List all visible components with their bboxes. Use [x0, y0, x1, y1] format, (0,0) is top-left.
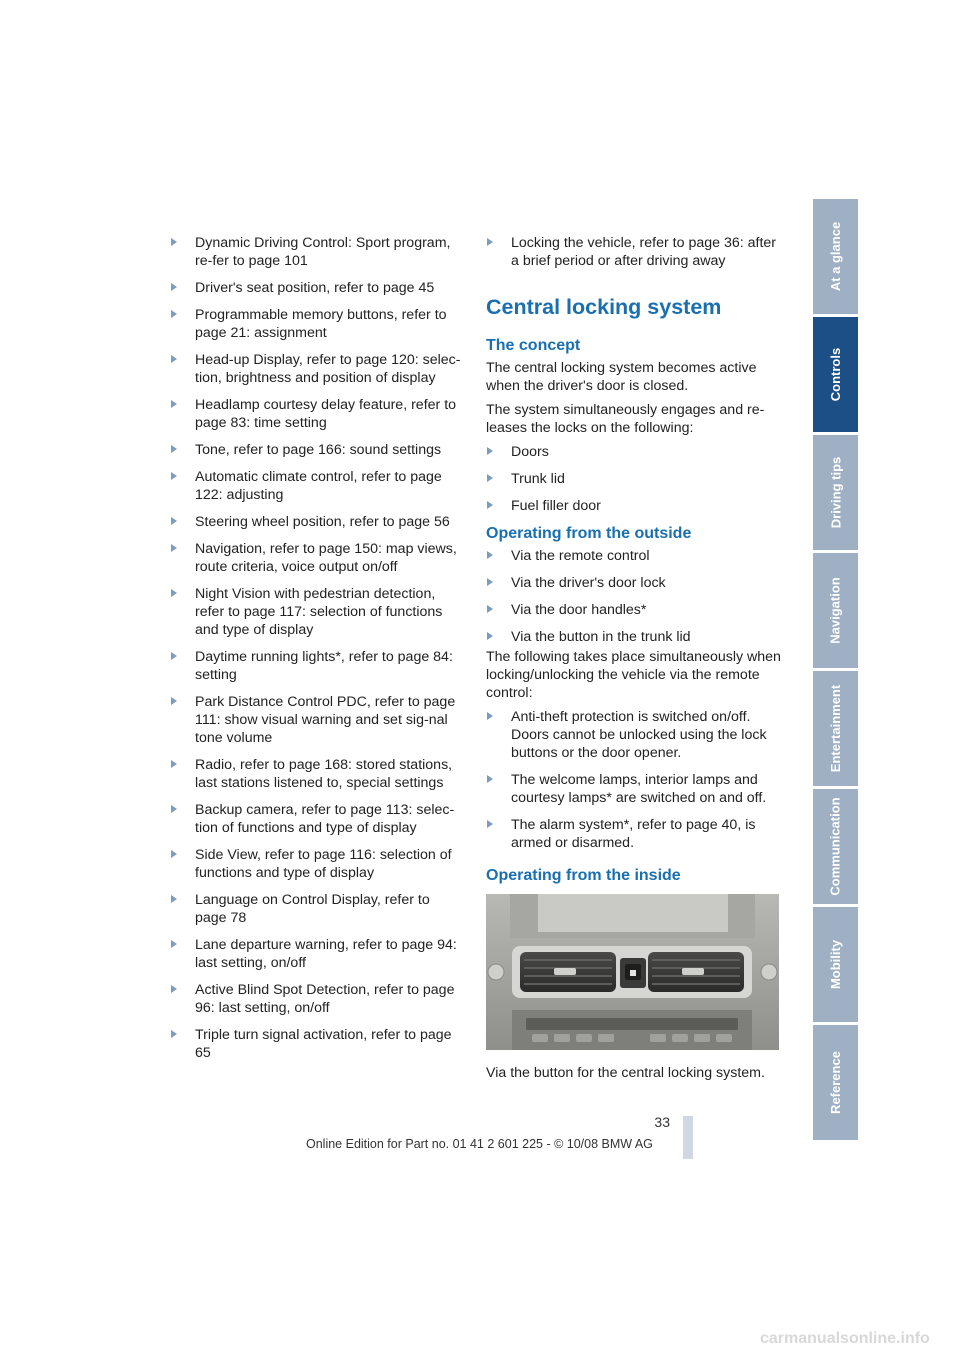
bullet-triangle-icon — [171, 1030, 177, 1038]
list-item: Locking the vehicle, refer to page 36: after a brief period or after driving away — [486, 234, 784, 270]
bullet-triangle-icon — [171, 238, 177, 246]
bullet-triangle-icon — [171, 940, 177, 948]
list-item: Side View, refer to page 116: selection of functions and type of display — [170, 846, 465, 882]
bullet-triangle-icon — [171, 544, 177, 552]
bullet-triangle-icon — [487, 551, 493, 559]
list-item: Daytime running lights*, refer to page 84: setting — [170, 648, 465, 684]
list-item: Headlamp courtesy delay feature, refer to page 83: time setting — [170, 396, 465, 432]
bullet-triangle-icon — [171, 517, 177, 525]
list-item: Night Vision with pedestrian detection, refer to page 117: selection of functions and type of display — [170, 585, 465, 639]
bullet-triangle-icon — [171, 697, 177, 705]
tab-entertainment[interactable]: Entertainment — [813, 671, 858, 786]
list-item: Via the remote control — [486, 547, 784, 565]
list-item: Park Distance Control PDC, refer to page 111: show visual warning and set sig-nal tone volume — [170, 693, 465, 747]
list-item: Automatic climate control, refer to page 122: adjusting — [170, 468, 465, 504]
list-item: Language on Control Display, refer to page 78 — [170, 891, 465, 927]
list-item: Dynamic Driving Control: Sport program, re-fer to page 101 — [170, 234, 465, 270]
bullet-triangle-icon — [487, 474, 493, 482]
tab-controls[interactable]: Controls — [813, 317, 858, 432]
list-item: Trunk lid — [486, 470, 784, 488]
bullet-triangle-icon — [487, 712, 493, 720]
concept-heading: The concept — [486, 337, 581, 354]
list-item: Active Blind Spot Detection, refer to page 96: last setting, on/off — [170, 981, 465, 1017]
bullet-triangle-icon — [171, 355, 177, 363]
outside-heading: Operating from the outside — [486, 525, 692, 542]
lock-targets-list — [486, 443, 784, 515]
list-item: Fuel filler door — [486, 497, 784, 515]
concept-paragraph: The system simultaneously engages and re-leases the locks on the following: — [486, 402, 765, 436]
list-item: Driver's seat position, refer to page 45 — [170, 279, 465, 297]
chapter-tabs — [813, 199, 858, 1143]
list-item: The alarm system*, refer to page 40, is armed or disarmed. — [486, 816, 784, 852]
bullet-triangle-icon — [171, 850, 177, 858]
list-item: Triple turn signal activation, refer to page 65 — [170, 1026, 465, 1062]
concept-paragraph: The central locking system becomes active when the driver's door is closed. — [486, 360, 757, 394]
footer-bar — [683, 1116, 693, 1159]
list-item: Via the button in the trunk lid — [486, 628, 784, 646]
list-item: Steering wheel position, refer to page 56 — [170, 513, 465, 531]
tab-communication[interactable]: Communication — [813, 789, 858, 904]
locking-list — [486, 234, 784, 270]
bullet-triangle-icon — [487, 820, 493, 828]
bullet-triangle-icon — [487, 775, 493, 783]
bullet-triangle-icon — [171, 895, 177, 903]
dashboard-illustration — [486, 894, 779, 1050]
list-item: Via the door handles* — [486, 601, 784, 619]
left-column — [170, 234, 465, 1071]
tab-mobility[interactable]: Mobility — [813, 907, 858, 1022]
watermark: carmanualsonline.info — [760, 1330, 930, 1347]
list-item: Radio, refer to page 168: stored stations, last stations listened to, special settings — [170, 756, 465, 792]
list-item: Backup camera, refer to page 113: selec-tion of functions and type of display — [170, 801, 465, 837]
bullet-triangle-icon — [171, 760, 177, 768]
bullet-triangle-icon — [171, 472, 177, 480]
bullet-triangle-icon — [487, 501, 493, 509]
tab-at-a-glance[interactable]: At a glance — [813, 199, 858, 314]
list-item: Via the driver's door lock — [486, 574, 784, 592]
tab-driving-tips[interactable]: Driving tips — [813, 435, 858, 550]
bullet-triangle-icon — [171, 652, 177, 660]
bullet-triangle-icon — [487, 578, 493, 586]
settings-list — [170, 234, 465, 1062]
bullet-triangle-icon — [171, 985, 177, 993]
inside-heading: Operating from the inside — [486, 867, 681, 884]
photo-caption: Via the button for the central locking system. — [486, 1065, 765, 1081]
bullet-triangle-icon — [487, 632, 493, 640]
tab-navigation[interactable]: Navigation — [813, 553, 858, 668]
list-item: Navigation, refer to page 150: map views, route criteria, voice output on/off — [170, 540, 465, 576]
list-item: Tone, refer to page 166: sound settings — [170, 441, 465, 459]
footer-text: Online Edition for Part no. 01 41 2 601 225 - © 10/08 BMW AG — [306, 1137, 653, 1151]
right-column — [486, 234, 784, 1082]
page-number: 33 — [654, 1114, 670, 1130]
section-title: Central locking system — [486, 295, 722, 319]
list-item: Doors — [486, 443, 784, 461]
list-item: Lane departure warning, refer to page 94: last setting, on/off — [170, 936, 465, 972]
list-item: Head-up Display, refer to page 120: selec-tion, brightness and position of display — [170, 351, 465, 387]
bullet-triangle-icon — [171, 283, 177, 291]
bullet-triangle-icon — [171, 805, 177, 813]
bullet-triangle-icon — [171, 589, 177, 597]
list-item: Programmable memory buttons, refer to page 21: assignment — [170, 306, 465, 342]
bullet-triangle-icon — [171, 445, 177, 453]
list-item: The welcome lamps, interior lamps and courtesy lamps* are switched on and off. — [486, 771, 784, 807]
tab-reference[interactable]: Reference — [813, 1025, 858, 1140]
list-item: Anti-theft protection is switched on/off. Doors cannot be unlocked using the lock buttons or the door opener. — [486, 708, 784, 762]
bullet-triangle-icon — [171, 310, 177, 318]
outside-methods-list — [486, 547, 784, 646]
dashboard-photo — [486, 894, 779, 1050]
bullet-triangle-icon — [171, 400, 177, 408]
bullet-triangle-icon — [487, 238, 493, 246]
remote-effects-list — [486, 708, 784, 852]
bullet-triangle-icon — [487, 447, 493, 455]
outside-paragraph: The following takes place simultaneously when locking/unlocking the vehicle via the remote control: — [486, 649, 781, 701]
bullet-triangle-icon — [487, 605, 493, 613]
